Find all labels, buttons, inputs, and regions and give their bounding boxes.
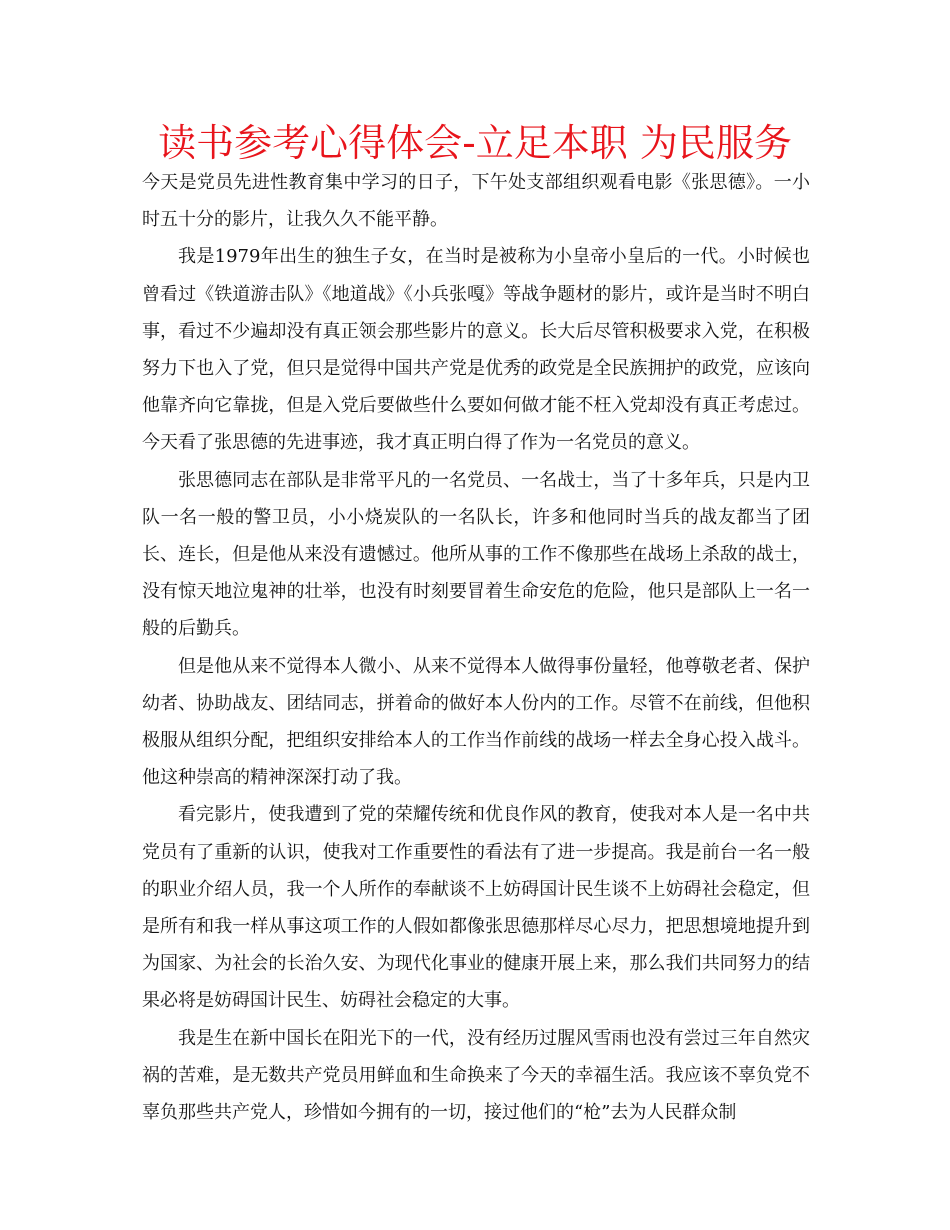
paragraph-3: 张思德同志在部队是非常平凡的一名党员、一名战士，当了十多年兵，只是内卫队一名一般的警卫员，小小烧炭队的一名队长，许多和他同时当兵的战友都当了团长、连长，但是他从来没有遗憾过。他所从事的工作不像那些在战场上杀敌的战士，没有惊天地泣鬼神的壮举，也没有时刻要冒着生命安危的危险，他只是部队上一名一般的后勤兵。 xyxy=(142,469,810,640)
paragraph-2: 我是1979年出生的独生子女，在当时是被称为小皇帝小皇后的一代。小时候也曾看过《铁道游击队》《地道战》《小兵张嘎》等战争题材的影片，或许是当时不明白事，看过不少遍却没有真正领会那些影片的意义。长大后尽管积极要求入党，在积极努力下也入了党，但只是觉得中国共产党是优秀的政党是全民族拥护的政党，应该向他靠齐向它靠拢，但是入党后要做些什么要如何做才能不枉入党却没有真正考虑过。今天看了张思德的先进事迹，我才真正明白得了作为一名党员的意义。 xyxy=(142,246,810,454)
paragraph-5: 看完影片，使我遭到了党的荣耀传统和优良作风的教育，使我对本人是一名中共党员有了重新的认识，使我对工作重要性的看法有了进一步提高。我是前台一名一般的职业介绍人员，我一个人所作的奉献谈不上妨碍国计民生谈不上妨碍社会稳定，但是所有和我一样从事这项工作的人假如都像张思德那样尽心尽力，把思想境地提升到为国家、为社会的长治久安、为现代化事业的健康开展上来，那么我们共同努力的结果必将是妨碍国计民生、妨碍社会稳定的大事。 xyxy=(142,804,810,1012)
paragraph-4: 但是他从来不觉得本人微小、从来不觉得本人做得事份量轻，他尊敬老者、保护幼者、协助战友、团结同志，拼着命的做好本人份内的工作。尽管不在前线，但他积极服从组织分配，把组织安排给本人的工作当作前线的战场一样去全身心投入战斗。他这种崇高的精神深深打动了我。 xyxy=(142,655,810,789)
document-title: 读书参考心得体会-立足本职 为民服务 xyxy=(158,121,792,165)
document-body xyxy=(142,164,810,1131)
paragraph-1: 今天是党员先进性教育集中学习的日子，下午处支部组织观看电影《张思德》。一小时五十分的影片，让我久久不能平静。 xyxy=(142,172,810,231)
paragraph-6: 我是生在新中国长在阳光下的一代，没有经历过腥风雪雨也没有尝过三年自然灾祸的苦难，是无数共产党员用鲜血和生命换来了今天的幸福生活。我应该不辜负党不辜负那些共产党人，珍惜如今拥有的一切，接过他们的“枪”去为人民群众制 xyxy=(142,1027,810,1124)
